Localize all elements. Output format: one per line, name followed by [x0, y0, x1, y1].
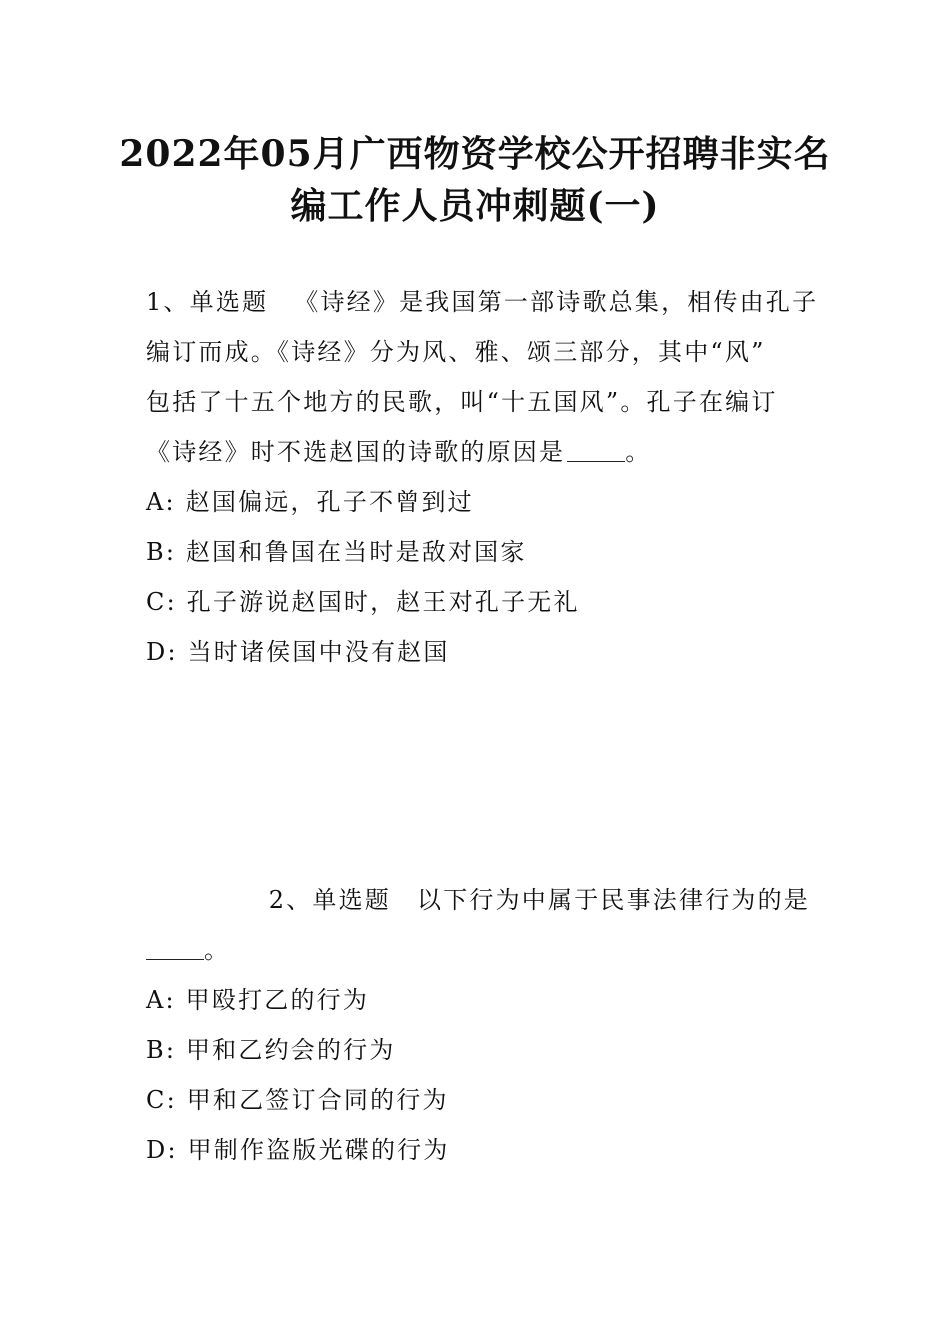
question-2-option-b — [146, 1034, 810, 1066]
option-key: D: — [146, 638, 178, 666]
question-1-number: 1、 — [146, 288, 190, 316]
question-1-option-c — [146, 586, 810, 618]
option-text: 甲殴打乙的行为 — [185, 986, 370, 1014]
option-text: 赵国偏远，孔子不曾到过 — [185, 488, 474, 516]
option-text: 甲制作盗版光碟的行为 — [187, 1136, 450, 1164]
question-1-stem-line-2: 编订而成。《诗经》分为风、雅、颂三部分，其中“风” — [146, 338, 766, 366]
option-text: 孔子游说赵国时，赵王对孔子无礼 — [186, 588, 580, 616]
document-title-line-1: 2022年05月广西物资学校公开招聘非实名 — [119, 133, 831, 175]
option-key: B: — [146, 1036, 177, 1064]
option-key: A: — [146, 488, 176, 516]
option-key: B: — [146, 538, 177, 566]
question-2-type: 单选题 — [312, 886, 391, 914]
option-text: 当时诸侯国中没有赵国 — [187, 638, 450, 666]
question-2-stem-end: 。 — [204, 936, 231, 964]
answer-blank — [146, 937, 204, 960]
option-key: A: — [146, 986, 176, 1014]
question-1-stem-line-3: 包括了十五个地方的民歌，叫“十五国风”。孔子在编订 — [146, 388, 778, 416]
document-title-line-2: 编工作人员冲刺题(一) — [290, 185, 660, 227]
question-1-option-a — [146, 486, 810, 518]
option-key: C: — [146, 588, 177, 616]
question-1-stem-end: 。 — [625, 438, 652, 466]
question-2-stem-end-line — [146, 934, 810, 966]
question-2-header — [146, 884, 810, 916]
question-2-option-d — [146, 1134, 810, 1166]
question-2-option-c — [146, 1084, 810, 1116]
option-text: 甲和乙签订合同的行为 — [186, 1086, 449, 1114]
option-text: 赵国和鲁国在当时是敌对国家 — [185, 538, 527, 566]
option-key: D: — [146, 1136, 178, 1164]
question-1-option-b — [146, 536, 810, 568]
question-1-type: 单选题 — [189, 288, 269, 316]
answer-blank — [567, 439, 625, 462]
option-text: 甲和乙约会的行为 — [185, 1036, 396, 1064]
question-2-stem-line-1: 以下行为中属于民事法律行为的是 — [417, 886, 810, 914]
question-2-option-a — [146, 984, 810, 1016]
question-1-header — [146, 286, 819, 318]
option-key: C: — [146, 1086, 177, 1114]
question-1-stem-line-4 — [146, 436, 810, 468]
question-1-stem-line-1: 《诗经》是我国第一部诗歌总集，相传由孔子 — [294, 288, 819, 316]
question-2-number: 2、 — [268, 886, 313, 914]
question-1-stem-line-4-text: 《诗经》时不选赵国的诗歌的原因是 — [146, 438, 566, 466]
question-1-option-d — [146, 636, 810, 668]
